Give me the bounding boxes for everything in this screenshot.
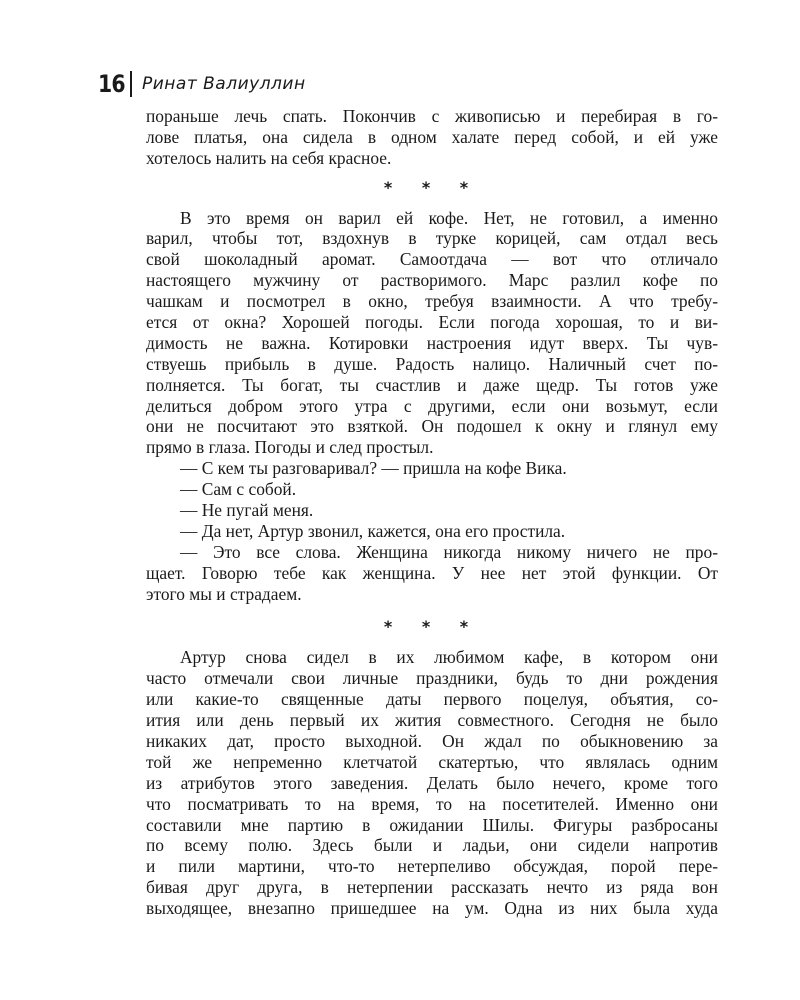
text-line: ствуешь прибыль в душе. Радость налицо. Наличный счет по- [146,353,718,374]
section-2 [146,208,718,605]
text-line: полняется. Ты богат, ты счастлив и даже щедр. Ты готов уже [146,374,718,395]
text-line: они не посчитают это взяткой. Он подошел к окну и глянул ему [146,416,718,437]
text-line: прямо в глаза. Погоды и след простыл. [146,437,434,458]
section-separator: * * * [383,617,481,637]
text-line: составили мне партию в ожидании Шилы. Фигуры разбросаны [146,814,718,835]
author-name: Ринат Валиуллин [142,74,306,94]
text-line: этого мы и страдаем. [146,583,302,604]
dialogue-line: — Не пугай меня. [180,500,314,521]
section-3 [146,647,718,919]
header-divider [130,71,132,97]
dialogue-line: — Сам с собой. [180,479,297,500]
text-line: чашкам и посмотрел в окно, требуя взаимности. А что требу- [146,291,718,312]
text-line: варил, чтобы тот, вздохнув в турке корицей, сам отдал весь [146,228,718,249]
text-line: пораньше лечь спать. Покончив с живописью и перебирая в го- [146,106,718,126]
text-line: делиться добром этого утра с другими, если они возьмут, если [146,395,718,416]
text-line: по всему полю. Здесь были и ладьи, они сидели напротив [146,835,718,856]
text-line: свой шоколадный аромат. Самоотдача — вот что отличало [146,249,718,270]
text-line: той же непременно клетчатой скатертью, что являлась одним [146,751,718,772]
text-line: настоящего мужчину от растворимого. Марс разлил кофе по [146,270,718,291]
dialogue-line: — С кем ты разговаривал? — пришла на кофе Вика. [180,458,567,479]
text-line: щает. Говорю тебе как женщина. У нее нет этой функции. От [146,562,718,583]
dialogue-line: — Да нет, Артур звонил, кажется, она его простила. [180,520,566,541]
text-line: ется от окна? Хорошей погоды. Если погода хорошая, то и ви- [146,312,718,333]
text-line: что посматривать то на время, то на посетителей. Именно они [146,793,718,814]
text-line: лове платья, она сидела в одном халате перед собой, и ей уже [146,126,718,147]
text-line: ития или день первый их жития совместного. Сегодня не было [146,710,718,731]
text-line: Артур снова сидел в их любимом кафе, в котором они [180,647,718,668]
text-line: часто отмечали свои личные праздники, будь то дни рождения [146,668,718,689]
text-line: димость не важна. Котировки настроения идут вверх. Ты чув- [146,332,718,353]
paragraph-intro [146,106,718,169]
text-line: В это время он варил ей кофе. Нет, не готовил, а именно [180,207,718,228]
body-text [146,106,718,919]
text-line: никаких дат, просто выходной. Он ждал по обыкновению за [146,730,718,751]
text-line: бивая друг друга, в нетерпении рассказать нечто из ряда вон [146,877,718,898]
section-separator: * * * [383,177,481,197]
running-header [98,66,306,102]
text-line: или какие-то священные даты первого поцелуя, объятия, со- [146,689,718,710]
dialogue-line: — Это все слова. Женщина никогда никому ничего не про- [180,541,718,562]
page-number: 16 [98,70,125,98]
text-line: из атрибутов этого заведения. Делать было нечего, кроме того [146,772,718,793]
text-line: и пили мартини, что-то нетерпеливо обсуждая, порой пере- [146,856,718,877]
text-line: хотелось налить на себя красное. [146,147,392,168]
text-line: выходящее, внезапно пришедшее на ум. Одна из них была худа [146,898,718,919]
